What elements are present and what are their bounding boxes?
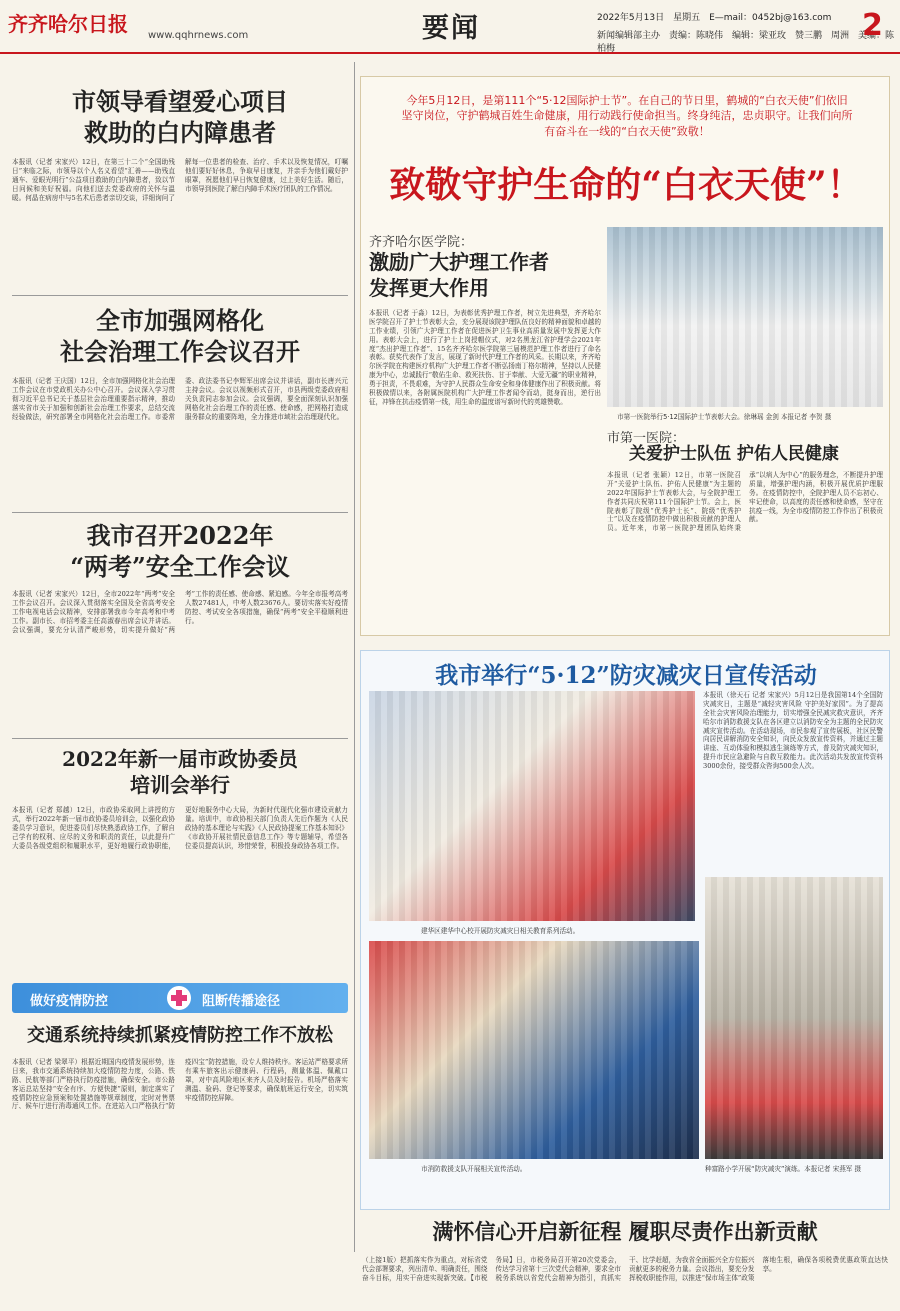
- editor-credits: 新闻编辑部主办 责编：陈晓伟 编辑：梁亚玫 赞三鹏 周洲 美编：陈柏梅: [597, 31, 895, 54]
- disaster-prevention-headline[interactable]: 我市举行“5·12”防灾减灾日宣传活动: [435, 662, 817, 689]
- article-body-new-journey: （上接1版）把抓落实作为重点，对标省党代会部署要求，列出清单、明确责任，围绕奋斗目标，用实干奋进实现新突破。【市税务局】日，市税务局召开第20次党委会，传达学习省第十三次党代会精神，要求全市税务系统以省党代会精神为指引，真抓实干、比学赶超，为我省全面振兴全方位振兴贡献更多的税务力量。会议指出，要充分发挥税收职能作用，以推进“保市场主体”政策落地生根，确保各项税费优惠政策直达快享。: [362, 1256, 888, 1282]
- stairs-drill-caption: 种富路小学开展“防灾减灾”演练。本报记者 宋燕军 摄: [705, 1165, 862, 1173]
- divider: [12, 512, 348, 513]
- epidemic-banner: [12, 983, 348, 1013]
- article-body-exams: 本报讯（记者 宋家兴）12日，全市2022年“两考”安全工作会议召开。会议深入贯彻落实全国及全省高考安全工作电视电话会议精神，安排部署我市今年高考和中考工作。副市长、市招考委主任高淑春出席会议并讲话。会议强调，要充分认清严峻形势，切实提升做好“两考”工作的责任感、使命感、紧迫感。今年全市报考高考人数27481人，中考人数23676人。要切实落实好疫情防控、考试安全各项措施，确保“两考”安全平稳顺利进行。: [12, 590, 348, 634]
- article-body-cppcc: 本报讯（记者 郑越）12日，市政协采取网上讲授的方式，举行2022年新一届市政协委员培训会，以强化政协委员学习意识，促进委员们尽快熟悉政协工作，了解自己学有的权利、应尽的义务和职责的责任，以此提升广大委员各级党组织和履职水平，更好地履行政协职能，更好地服务中心大局，为新时代现代化强市建设贡献力量。培训中，市政协相关部门负责人先后作题为《人民政协的基本理论与实践》《人民政协提案工作基本知识》《市政协开展社情民意信息工作》等专题辅导，希望各位委员提高认识，珍惜荣誉，积极投身政协各项工作。: [12, 806, 348, 850]
- masthead: [0, 0, 900, 54]
- feature-intro: 今年5月12日，是第111个“5·12国际护士节”。在自己的节日里，鹤城的“白衣天使”们依旧坚守岗位，守护鹤城百姓生命健康，用行动践行使命担当。终身纯洁，忠贞职守。让我们向所有奋斗在一线的“白衣天使”致敬！: [401, 94, 853, 138]
- firefighters-photo-caption: 市消防救援支队开展相关宣传活动。: [421, 1165, 527, 1173]
- website-url[interactable]: www.qqhrnews.com: [148, 30, 249, 41]
- medical-college-body: 本报讯（记者 于淼）12日，为表彰优秀护理工作者，树立先进典型，齐齐哈尔医学院召开了护士节表彰大会，充分展现该院护理队伍良好的精神面貌和卓越的工作业绩，引领广大护理工作者在促进医护卫生事业高质量发展中发挥更大作用。表彰大会上，进行了护士上岗授帽仪式，对2名黑龙江省护理学会2021年度“杰出护理工作者”、15名齐齐哈尔医学院第三届模范护理工作者进行了命名表彰。获奖代表作了发言，展现了新时代护理工作者的风采。长期以来，齐齐哈尔医学院在构建医疗机构广大护理工作者不断弘扬南丁格尔精神，坚持以人民健康为中心，忠诚践行“敬佑生命、救死扶伤、甘于奉献、大爱无疆”的职业精神，勇于担责，不畏艰难，为守护人民群众生命安全和身体健康作出了积极贡献。将积极做情以来，各附属医院机构广大护理工作者闻令而动，挺身而出，逆行出征，冲锋在抗击疫情第一线，用生命的温度谱写新时代的英雄赞歌。: [369, 309, 601, 406]
- article-headline-cppcc[interactable]: 2022年新一届市政协委员 培训会举行: [62, 747, 298, 797]
- nurses-day-feature: [360, 76, 890, 636]
- nurses-photo: [607, 227, 883, 407]
- disaster-prevention-section: [360, 650, 890, 1210]
- newspaper-logo[interactable]: 齐齐哈尔日报: [8, 12, 128, 36]
- medical-cross-icon: [167, 986, 191, 1010]
- feature-title[interactable]: 致敬守护生命的“白衣天使”！: [389, 164, 863, 206]
- divider: [12, 295, 348, 296]
- first-hospital-body: 本报讯（记者 张颖）12日，市第一医院召开“关爱护士队伍、护佑人民健康”为主题的2022年国际护士节表彰大会，与全院护理工作者共同庆祝第111个国际护士节。会上，医院表彰了院级“优秀护士长”、院级“优秀护士”以及在疫情防控中做出积极贡献的护理人员。近年来，市第一医院护理团队始终秉承“以病人为中心”的服务理念，不断提升护理质量，增强护理内涵，积极开展优质护理服务。在疫情防控中，全院护理人员不忘初心、牢记使命，以高度的责任感和使命感，坚守在抗疫一线，为全市疫情防控工作作出了积极贡献。: [607, 471, 883, 533]
- divider: [12, 738, 348, 739]
- article-headline-visit[interactable]: 市领导看望爱心项目 救助的白内障患者: [72, 87, 288, 148]
- article-headline-grid[interactable]: 全市加强网格化 社会治理工作会议召开: [60, 306, 300, 367]
- medical-college-subtitle: 齐齐哈尔医学院：: [369, 235, 474, 250]
- first-hospital-headline[interactable]: 关爱护士队伍 护佑人民健康: [629, 444, 839, 464]
- article-headline-transport[interactable]: 交通系统持续抓紧疫情防控工作不放松: [27, 1025, 333, 1046]
- disaster-prevention-body: 本报讯（徐天石 记者 宋家兴）5月12日是我国第14个全国防灾减灾日，主题是“减轻灾害风险 守护美好家园”。为了提高全社会灾害风险治理能力，切实增强全民减灾救灾意识，齐齐哈尔市消防救援支队在各区建立以消防安全为主题的全民防灾减灾宣传活动。在活动现场，市民参观了宣传展板，社区民警向居民讲解消防安全知识，向民众发放宣传资料，并通过主题讲座、互动体验和模拟逃生演练等方式，普及防灾减灾知识，提升市民应急避险与自救互救能力。此次活动共发放宣传资料3000余份，接受群众咨询500余人次。: [703, 691, 883, 771]
- banner-right-text: 阻断传播途径: [202, 994, 281, 1009]
- article-body-transport: 本报讯（记者 梁翠平）根据近期国内疫情发展形势，连日来，我市交通系统持续加大疫情防控力度，公路、铁路、民航等部门严格执行防疫措施，确保安全。市公路客运总站坚持“安全有序、方便快捷”原则，制定落实了疫情防控应急预案和处置措施等规章制度，定时对售票厅、候车厅进行消毒通风工作。在进站入口严格执行“防疫四宝”防控措施，设专人维持秩序。客运站严格要求所有乘车旅客出示健康码、行程码，测量体温、佩戴口罩，对中高风险地区来齐人员及时报告。机场严格落实测温、验码、登记等要求，确保航班运行安全，切实筑牢疫情防控屏障。: [12, 1058, 348, 1111]
- banner-left-text: 做好疫情防控: [30, 994, 109, 1009]
- article-headline-exams[interactable]: 我市召开2022年 “两考”安全工作会议: [70, 521, 290, 582]
- dateline: 2022年5月13日 星期五 E—mail：0452bj@163.com: [597, 13, 832, 23]
- classroom-photo-caption: 建华区建华中心校开展防灾减灾日相关教育系列活动。: [421, 927, 580, 935]
- column-divider: [354, 62, 355, 1252]
- firefighters-photo: [369, 941, 699, 1159]
- section-title: 要闻: [422, 13, 480, 44]
- stairs-drill-photo: [705, 877, 883, 1159]
- medical-college-headline[interactable]: 激励广大护理工作者 发挥更大作用: [369, 250, 549, 300]
- page-number: 2: [862, 8, 883, 43]
- nurses-photo-caption: 市第一医院举行5·12国际护士节表彰大会。徐琳瑶 金剑 本报记者 李贺 摄: [617, 413, 832, 421]
- classroom-photo: [369, 691, 695, 921]
- article-body-grid: 本报讯（记者 王庆国）12日，全市加强网格化社会治理工作会议在市党政机关办公中心召开。会议深入学习贯彻习近平总书记关于基层社会治理重要指示精神，推动落实省市关于加强和创新社会治理工作要求，总结交流经验做法，研究部署全市网格化社会治理工作。市委常委、政法委书记李辉军出席会议并讲话，副市长唐兴元主持会议。会议以视频形式召开，市县两级党委政府相关负责同志参加会议。会议强调，要全面深刻认识加强网格化社会治理工作的责任感、使命感，把网格打造成服务群众的重要阵地，全力推进市域社会治理现代化。: [12, 377, 348, 421]
- article-body-visit: 本报讯（记者 宋家兴）12日，在第三十二个“全国助残日”来临之际，市领导以个人名义看望“汇善——助残直通车、爱眼光明行”公益项目救助的白内障患者，致以节日问候和美好祝福。向他们送去党委政府的关怀与温暖。何晶在病房中与5名术后患者亲切交谈，详细询问了解每一位患者的检查、治疗、手术以及恢复情况，叮嘱他们要好好休息，争取早日康复，并亲手为他们戴好护眼罩，祝愿他们早日恢复健康，过上美好生活。随后，市领导到医院了解白内障手术医疗团队的工作情况。: [12, 158, 348, 202]
- first-hospital-subtitle: 市第一医院：: [607, 431, 686, 446]
- article-headline-new-journey[interactable]: 满怀信心开启新征程 履职尽责作出新贡献: [432, 1219, 818, 1244]
